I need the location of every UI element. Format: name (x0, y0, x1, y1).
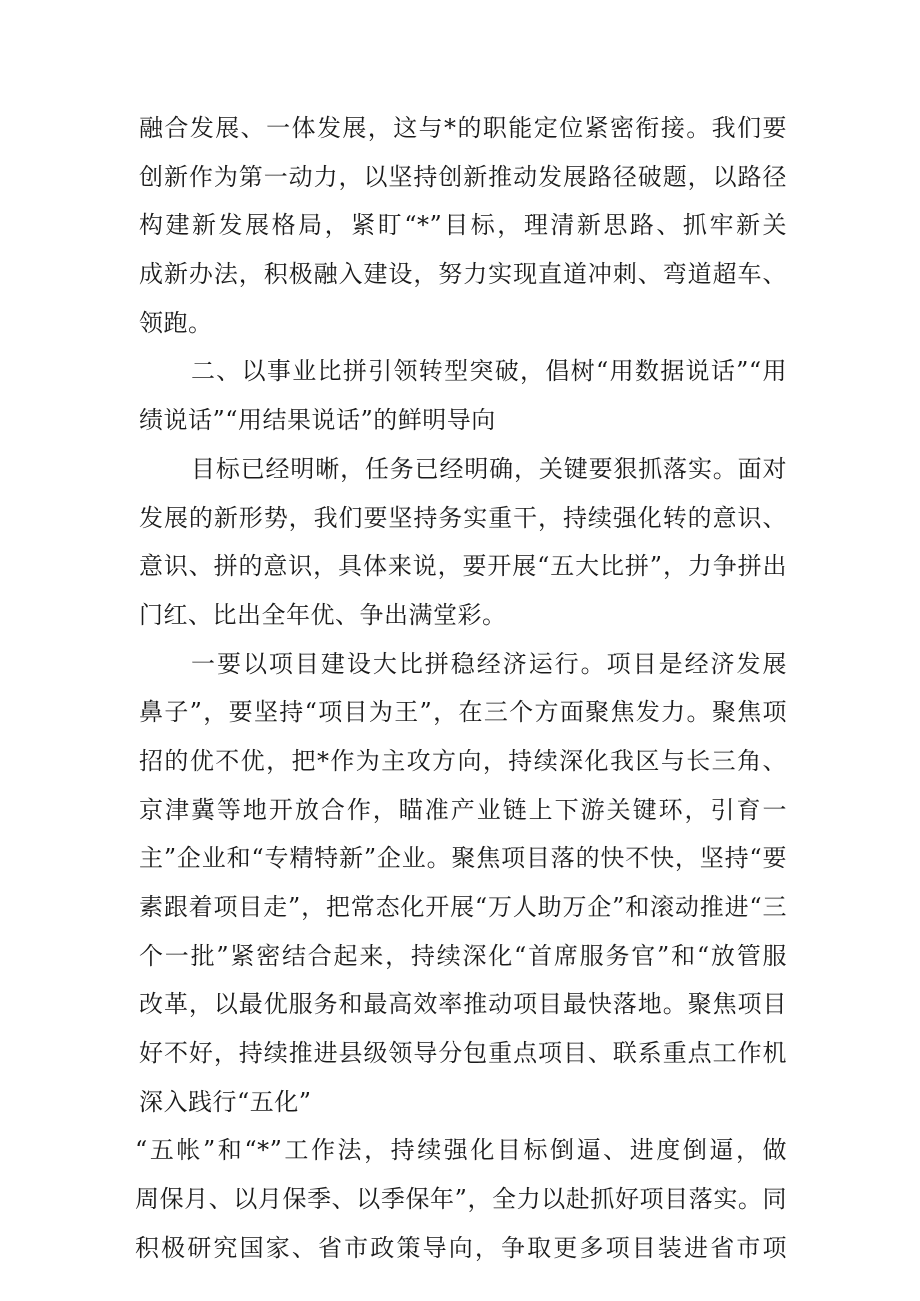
text-line: 融合发展、一体发展，这与*的职能定位紧密衔接。我们要 (139, 114, 787, 142)
section-heading (139, 347, 787, 444)
heading-line: 绩说话”“用结果说话”的鲜明导向 (139, 406, 496, 435)
text-line: 领跑。 (139, 308, 213, 337)
text-line: 构建新发展格局，紧盯“*”目标，理清新思路、抓牢新关 (139, 211, 787, 240)
text-line: 一要以项目建设大比拼稳经济运行。项目是经济发展 (191, 649, 787, 678)
text-line: 意识、拼的意识，具体来说，要开展“五大比拼”，力争拼出 (139, 552, 787, 581)
text-line: 门红、比出全年优、争出满堂彩。 (139, 600, 507, 629)
text-line: “五帐”和“*”工作法，持续强化目标倒逼、进度倒逼，做 (135, 1136, 787, 1165)
document-body (135, 104, 787, 1273)
text-line: 主”企业和“专精特新”企业。聚焦项目落的快不快，坚持“要 (139, 844, 787, 873)
text-line: 创新作为第一动力，以坚持创新推动发展路径破题，以路径 (139, 162, 787, 191)
text-line: 鼻子”，要坚持“项目为王”，在三个方面聚焦发力。聚焦项 (139, 698, 787, 727)
paragraph-continuation (139, 104, 787, 347)
text-line: 成新办法，积极融入建设，努力实现直道冲刺、弯道超车、 (139, 260, 787, 289)
text-line: 招的优不优，把*作为主攻方向，持续深化我区与长三角、 (139, 746, 787, 775)
text-line: 积极研究国家、省市政策导向，争取更多项目装进省市项 (135, 1233, 787, 1262)
text-line: 目标已经明晰，任务已经明确，关键要狠抓落实。面对 (191, 454, 787, 483)
text-line: 个一批”紧密结合起来，持续深化“首席服务官”和“放管服 (139, 941, 787, 970)
text-line: 发展的新形势，我们要坚持务实重干，持续强化转的意识、 (139, 503, 787, 532)
text-line: 好不好，持续推进县级领导分包重点项目、联系重点工作机 (139, 1039, 787, 1068)
text-line: 改革，以最优服务和最高效率推动项目最快落地。聚焦项目 (139, 990, 787, 1019)
text-line: 素跟着项目走”，把常态化开展“万人助万企”和滚动推进“三 (139, 893, 787, 921)
text-line: 深入践行“五化” (139, 1087, 312, 1116)
text-line: 周保月、以月保季、以季保年”，全力以赴抓好项目落实。同 (135, 1185, 787, 1214)
paragraph-goal (139, 445, 787, 640)
text-line: 京津冀等地开放合作，瞄准产业链上下游关键环，引育一 (139, 795, 787, 824)
paragraph-five-accounts (135, 1126, 787, 1272)
paragraph-project-competition (139, 640, 787, 1127)
heading-line: 二、以事业比拼引领转型突破，倡树“用数据说话”“用 (191, 357, 787, 386)
